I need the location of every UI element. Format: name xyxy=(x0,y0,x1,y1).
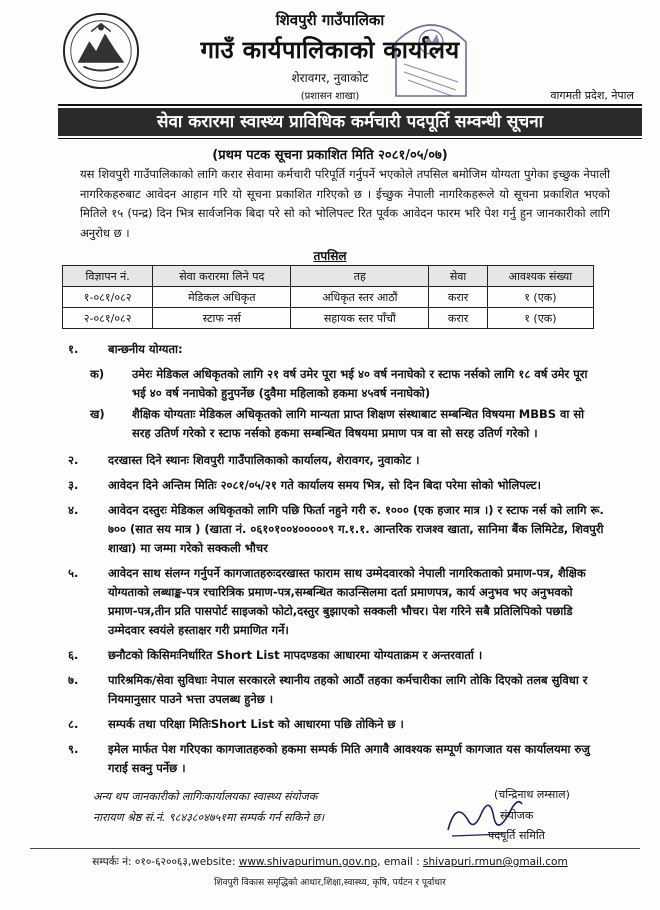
col-position: सेवा करारमा लिने पद xyxy=(153,266,291,287)
signatory-name: (चन्द्रिनाथ लम्साल) xyxy=(494,788,570,801)
item-text: दरखास्त दिने स्थानः शिवपुरी गाउँपालिकाको कार्यालय, शेरावगर, नुवाकोट । xyxy=(108,453,420,467)
cell-position: स्टाफ नर्स xyxy=(153,308,291,329)
list-item xyxy=(60,671,605,709)
list-item xyxy=(60,476,605,495)
cell-quantity: १ (एक) xyxy=(487,308,593,329)
intro-paragraph: यस शिवपुरी गाउँपालिकाको लागि करार सेवामा कर्मचारी परिपूर्ति गर्नुपर्ने भएकोले तपसिल बमोजिम योग्यता पुगेका इच्छुक नेपाली नागरिकहरुबाट आवेदन आहान गरि यो सूचना प्रकाशित गरिएको छ । ईच्छुक नेपाली नागरिकहरूले यो सूचना प्रकाशित भएको मितिले १५ (पन्द्र) दिन भित्र सार्वजनिक बिदा परे सो को भोलिपल्ट रित पूर्वक आवेदन फारम भरि पेश गर्नु हुन जानकारीको लागि अनुरोध छ । xyxy=(80,167,610,240)
table-header-row xyxy=(63,266,594,287)
sub-item-number: क) xyxy=(90,367,105,381)
list-item xyxy=(60,646,605,665)
office-name: गाउँ कार्यपालिकाको कार्यालय xyxy=(200,36,460,64)
footer-tagline: शिवपुरी विकास समृद्धिको आधार,शिक्षा,स्वास्थ्य, कृषि, पर्यटन र पूर्वाधार xyxy=(214,878,446,888)
item-number: ३. xyxy=(68,478,79,492)
footer-divider xyxy=(30,848,640,849)
footer-phone: सम्पर्कः नं: ०१०-६२००६३,website: xyxy=(92,856,236,868)
cell-quantity: १ (एक) xyxy=(487,287,593,308)
item-text: आवेदन साथ संलग्न गर्नुपर्ने कागजातहरुःदरखास्त फाराम साथ उम्मेदवारको नेपाली नागरिकताको प्रमाण-पत्र, शैक्षिक योग्यताको लब्धाङ्क-पत्र रचारित्रिक प्रमाण-पत्र,सम्बन्धित काउन्सिलमा दर्ता प्रमाणपत्र, कार्य अनुभव भए अनुभवको प्रमाण-पत्र,तीन प्रति पासपोर्ट साइजको फोटो,दस्तुर बुझाएको सक्कली भौचर। पेश गरिने सबै प्रतिलिपिको पछाडि उम्मेदवार स्वयंले हस्ताक्षर गरी प्रमाणित गर्ने। xyxy=(108,566,586,637)
office-address: शेरावगर, नुवाकोट xyxy=(291,71,369,85)
sub-item-text: उमेरः मेडिकल अधिकृतको लागि २१ वर्ष उमेर पूरा भई ४० वर्ष ननाघेको र स्टाफ नर्सको लागि १८ वर्ष उमेर पूरा भई ४० वर्ष ननाघेको हुनुपर्नेछ (दुवैमा महिलाको हकमा ४५वर्ष ननाघेको) xyxy=(132,367,588,400)
sub-item xyxy=(60,365,605,403)
table-row xyxy=(63,308,594,329)
list-item xyxy=(60,501,605,558)
office-section: (प्रशासन शाखा) xyxy=(300,91,360,102)
item-number: ७. xyxy=(68,673,79,687)
header-divider xyxy=(58,104,642,106)
col-quantity: आवश्यक संख्या xyxy=(487,266,593,287)
schedule-heading: तपसिल xyxy=(313,249,347,263)
list-item xyxy=(60,340,605,359)
footer-email-label: , email : xyxy=(377,856,420,868)
cell-service: करार xyxy=(429,308,487,329)
sub-item xyxy=(60,405,605,443)
conditions-list xyxy=(60,340,605,784)
contact-line: नारायण श्रेष्ठ सं.नं. ९८४३८०४७५१मा सम्पर्क गर्न सकिने छ। xyxy=(93,811,325,824)
table-row xyxy=(63,287,594,308)
cell-level: सहायक स्तर पाँचौं xyxy=(291,308,429,329)
item-number: ८. xyxy=(68,717,79,731)
cell-ad-number: २-०८१/०८२ xyxy=(63,308,153,329)
signatory-committee: पदपूर्ति समिति xyxy=(488,829,545,842)
list-item xyxy=(60,740,605,778)
website-link[interactable]: www.shivapurimun.gov.np xyxy=(238,856,378,868)
contact-line: अन्य थप जानकारीको लागिःकार्यालयका स्वास्थ्य संयोजक xyxy=(93,790,318,803)
item-number: ५. xyxy=(68,566,79,580)
col-service: सेवा xyxy=(429,266,487,287)
item-number: २. xyxy=(68,453,79,467)
cell-ad-number: १-०८१/०८२ xyxy=(63,287,153,308)
notice-title: सेवा करारमा स्वास्थ्य प्राविधिक कर्मचारी पदपूर्ति सम्वन्धी सूचना xyxy=(58,108,642,136)
footer-contact xyxy=(0,855,660,869)
item-number: ४. xyxy=(68,503,79,517)
item-text: पारिश्रमिक/सेवा सुविधाः नेपाल सरकारले स्थानीय तहको आठौं तहका कर्मचारीका लागि तोकि दिएको तलब सुविधा र नियमानुसार पाउने भत्ता उपलब्ध हुनेछ । xyxy=(108,673,588,706)
item-text: इमेल मार्फत पेश गरिएका कागजातहरुको हकमा सम्पर्क मिति अगावै आवश्यक सम्पूर्ण कागजात यस कार्यालयमा रुजु गराई सक्नु पर्नेछ । xyxy=(108,742,590,775)
item-number: ९. xyxy=(68,742,79,756)
signatory-role: संयोजक xyxy=(500,809,534,822)
col-ad-number: विज्ञापन नं. xyxy=(63,266,153,287)
title-divider xyxy=(58,138,642,139)
cell-service: करार xyxy=(429,287,487,308)
sub-item-number: ख) xyxy=(90,407,105,421)
municipality-name: शिवपुरी गाउँपालिका xyxy=(275,11,385,29)
vacancy-table xyxy=(62,265,594,329)
item-text: छनौटको किसिमःनिर्धारित Short List मापदण्डका आधारमा योग्यताक्रम र अन्तरवार्ता । xyxy=(108,648,483,662)
item-number: १. xyxy=(68,342,79,356)
list-item xyxy=(60,451,605,470)
item-number: ६. xyxy=(68,648,79,662)
item-text: बान्छनीय योग्यता: xyxy=(108,342,183,356)
province-label: वागमती प्रदेश, नेपाल xyxy=(550,89,634,102)
cell-position: मेडिकल अधिकृत xyxy=(153,287,291,308)
list-item xyxy=(60,564,605,640)
publication-date: (प्रथम पटक सूचना प्रकाशित मिति २०८१/०५/०७) xyxy=(212,148,448,163)
item-text: आवेदन दिने अन्तिम मितिः २०८१/०५/२१ गते कार्यालय समय भित्र, सो दिन बिदा परेमा सोको भोलिपल्ट। xyxy=(108,478,541,492)
col-level: तह xyxy=(291,266,429,287)
contact-info xyxy=(93,786,324,828)
cell-level: अधिकृत स्तर आठौं xyxy=(291,287,429,308)
sub-item-text: शैक्षिक योग्यताः मेडिकल अधिकृतको लागि मान्यता प्राप्त शिक्षण संस्थाबाट सम्बन्धित विषयमा MBBS वा सो सरह उतिर्ण गरेको र स्टाफ नर्सको हकमा सम्बन्धित विषयमा प्रमाण पत्र वा सो सरह उतिर्ण गरेको । xyxy=(132,407,585,440)
list-item xyxy=(60,715,605,734)
item-text: आवेदन दस्तुरः मेडिकल अधिकृतको लागि पछि फिर्ता नहुने गरी रु. १००० (एक हजार मात्र ।) र स्टाफ नर्स को लागि रू. ७०० (सात सय मात्र ) (खाता नं. ०६१०१००४०००००९ ग.१.१. आन्तरिक राजश्व खाता, सानिमा बैंक लिमिटेड, शिवपुरी शाखा) मा जम्मा गरेको सक्कली भौचर xyxy=(108,503,604,555)
item-text: सम्पर्क तथा परिक्षा मितिःShort List को आधारमा पछि तोकिने छ । xyxy=(108,717,404,731)
email-link[interactable]: shivapuri.rmun@gmail.com xyxy=(423,856,568,868)
